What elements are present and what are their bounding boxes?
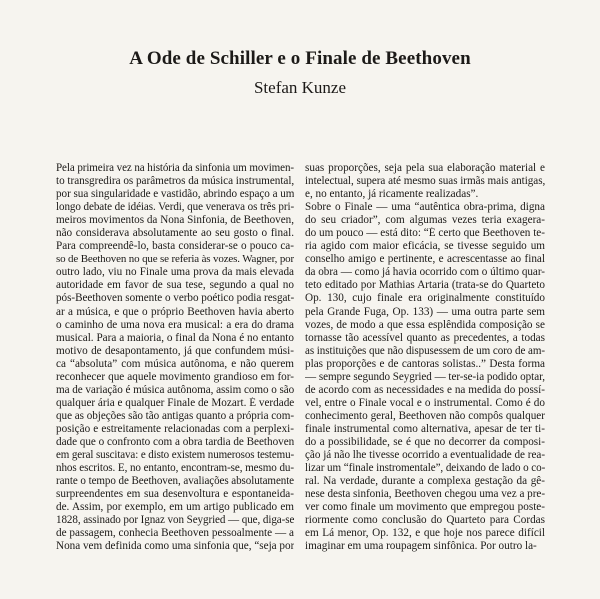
text-line: motivo de desapontamento, já que confundem músi-	[56, 344, 294, 357]
text-line: longo debate de idéias. Verdi, que venerava os três pri-	[56, 201, 294, 214]
text-line: — sempre segundo Seygried — ter-se-ia podido optar,	[305, 370, 545, 383]
text-line: Para compreendê-lo, basta considerar-se o pouco ca-	[56, 240, 294, 253]
text-line: finale instrumental como alternativa, apesar de ter ti-	[305, 422, 545, 435]
text-line: de. Assim, por exemplo, em um artigo publicado em	[56, 501, 294, 514]
text-line: autoridade em favor de sua tese, segundo a qual no	[56, 279, 294, 292]
text-line: conselho amigo e pertinente, e acrescentasse ao final	[305, 253, 545, 266]
text-line: Sobre o Finale — uma “autêntica obra-prima, digna	[305, 201, 545, 214]
text-line: so de Beethoven no que se referia às vozes. Wagner, por	[56, 253, 294, 266]
text-line: ar a música, e que o próprio Beethoven havia aberto	[56, 305, 294, 318]
text-line: e, no entanto, já ricamente realizadas”.	[305, 188, 479, 201]
text-line: o caminho de uma nova era musical: a era do drama	[56, 318, 294, 331]
text-line: pós-Beethoven somente o verbo poético podia resgat-	[56, 292, 294, 305]
text-line: lizar um “finale instromentale”, deixando de lado o co-	[305, 462, 545, 475]
text-line: do um pouco — está dito: “É certo que Beethoven te-	[305, 227, 545, 240]
page-title: A Ode de Schiller e o Finale de Beethoven	[129, 48, 471, 69]
text-line: suas proporções, seja pela sua elaboração material e	[305, 162, 545, 174]
text-line: intelectual, supera até mesmo suas irmãs mais antigas,	[305, 175, 545, 188]
text-line: da obra — como já havia ocorrido com o último quar-	[305, 266, 545, 279]
text-line: vozes, de modo a que essa esplêndida composição se	[305, 318, 545, 331]
text-line: teto editado por Mathias Artaria (trata-se do Quarteto	[305, 279, 545, 292]
text-line: Op. 130, cujo finale era originalmente constituído	[305, 292, 545, 305]
text-line: posição e estreitamente relacionadas com a perplexi-	[56, 422, 294, 435]
left-text-column	[56, 162, 294, 553]
text-line: musical. Para a maioria, o final da Nona é no entanto	[56, 331, 294, 344]
text-line: pela Grande Fuga, Op. 133) — uma outra parte sem	[305, 305, 545, 318]
text-line: que as objeções são tão antigas quanto a própria com-	[56, 409, 294, 422]
text-line: ver como finale um movimento que empregou poste-	[305, 501, 545, 514]
text-line: do a possibilidade, se é que no decorrer da composi-	[305, 435, 545, 448]
text-line: em Lá menor, Op. 132, e que hoje nos parece difícil	[305, 527, 545, 540]
text-line: ção já não lhe tivesse ocorrido a eventualidade de rea-	[305, 449, 545, 462]
text-line: não considerava absolutamente ao seu gosto o final.	[56, 227, 294, 240]
text-line: as instituições que não dispusessem de um coro de am-	[305, 344, 545, 357]
text-line: outro lado, viu no Finale uma prova da mais elevada	[56, 266, 294, 279]
text-line: nese desta sinfonia, Beethoven chegou uma vez a pre-	[305, 488, 545, 501]
text-line: meiros movimentos da Nona Sinfonia, de Beethoven,	[56, 214, 294, 227]
text-line: ma de variação é música autônoma, assim como o são	[56, 383, 294, 396]
text-line: to transgredira os parâmetros da música instrumental,	[56, 175, 294, 188]
text-line: qualquer ária e qualquer Finale de Mozart. É verdade	[56, 396, 294, 409]
text-line: vel, entre o Finale vocal e o instrumental. Como é do	[305, 396, 545, 409]
text-line: de acordo com as necessidades e na medida do possí-	[305, 383, 545, 396]
text-line: ral. Na verdade, durante a complexa gestação da gê-	[305, 475, 545, 488]
text-line: em geral suscitava: e disto existem numerosos testemu-	[56, 449, 294, 462]
text-line: ria agido com maior eficácia, se tivesse seguido um	[305, 240, 545, 253]
text-line: 1828, assinado por Ignaz von Seygried — que, diga-se	[56, 514, 294, 527]
text-line: por sua singularidade e vastidão, abrindo espaço a um	[56, 188, 294, 201]
text-line: rante o tempo de Beethoven, avaliações absolutamente	[56, 475, 294, 488]
text-line: Pela primeira vez na história da sinfonia um movimen-	[56, 162, 294, 174]
text-line: de passagem, conhecia Beethoven pessoalmente — a	[56, 527, 294, 540]
text-line: conhecimento geral, Beethoven não compôs qualquer	[305, 409, 545, 422]
text-line: ca “absoluta” com música autônoma, e não querem	[56, 357, 294, 370]
text-line: nhos escritos. E, no entanto, encontram-se, mesmo du-	[56, 462, 294, 475]
text-line: dade que o confronto com a obra tardia de Beethoven	[56, 435, 294, 448]
text-line: imaginar em uma roupagem sinfônica. Por outro la-	[305, 540, 537, 553]
author-name: Stefan Kunze	[253, 78, 347, 97]
text-line: do seu criador”, com algumas vezes teria exagera-	[305, 214, 545, 227]
text-line: Nona vem definida como uma sinfonia que, “seja por	[56, 540, 294, 553]
right-text-column	[305, 162, 545, 553]
text-line: tornasse tão acessível quanto as precedentes, a todas	[305, 331, 545, 344]
text-line: surpreendentes em sua desenvoltura e espontaneida-	[56, 488, 294, 501]
text-line: reconhecer que aquele movimento grandioso em for-	[56, 370, 294, 383]
text-line: riormente como conclusão do Quarteto para Cordas	[305, 514, 545, 527]
text-line: plas proporções e de cantoras solistas..” Desta forma	[305, 357, 545, 370]
